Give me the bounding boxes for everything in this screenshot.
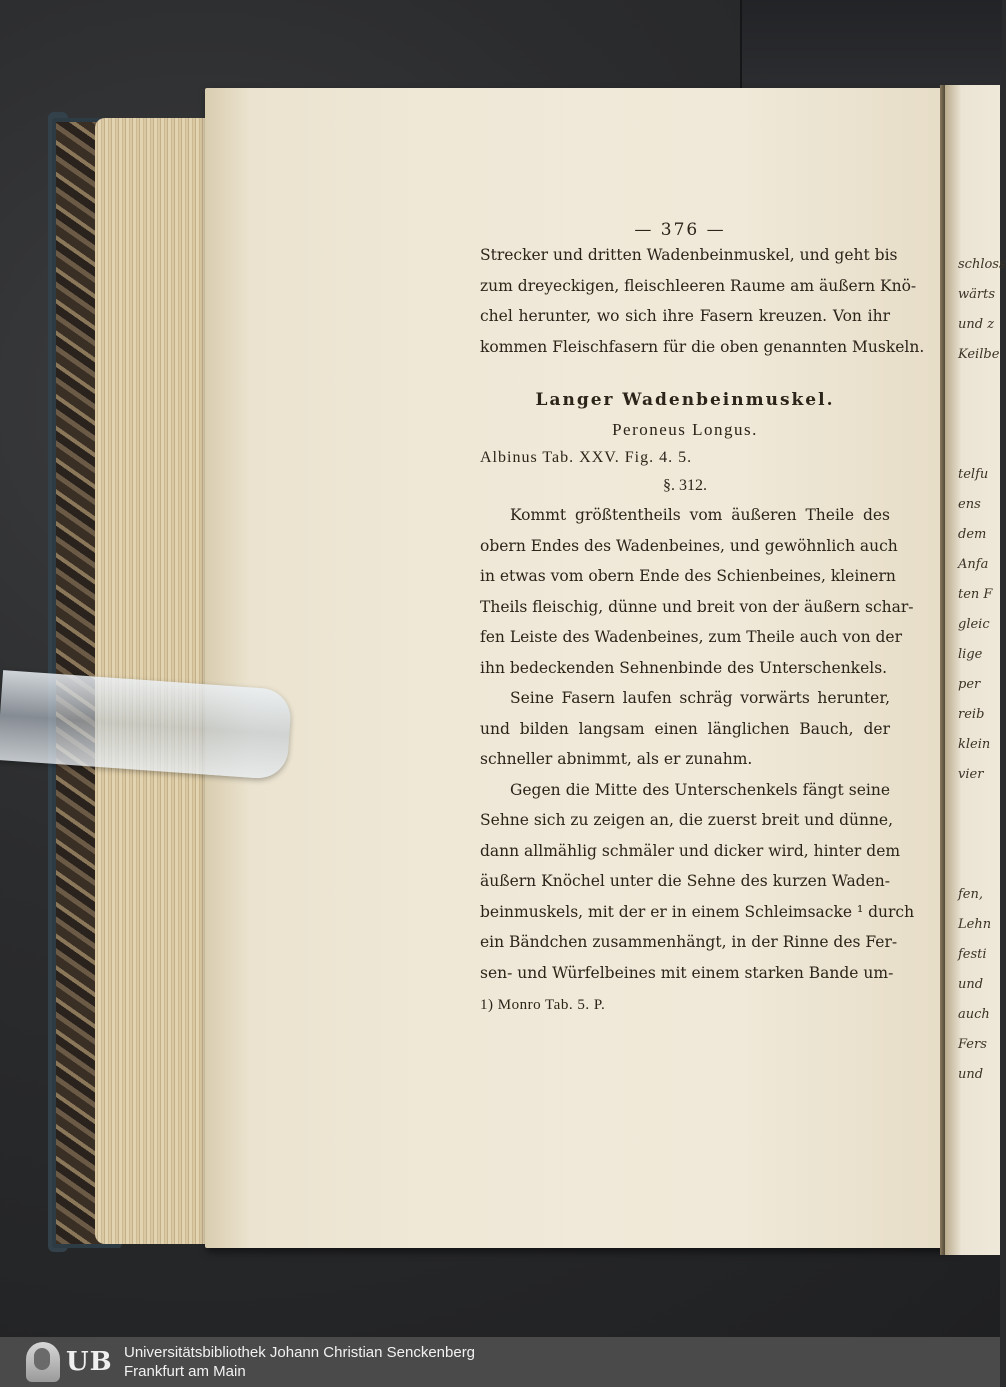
text-line: Sehne sich zu zeigen an, die zuerst breit und dünne, [480,811,894,829]
text-line: äußern Knöchel unter die Sehne des kurzen Waden- [480,872,890,890]
fragment-line: und [958,1067,984,1082]
fragment-line: festi [958,947,987,962]
fragment-line: ten F [958,587,993,602]
fragment-line: reib [958,707,985,722]
text-line: zum dreyeckigen, fleischleeren Raume am äußern Knö- [480,276,917,295]
footer-bar [0,1337,1000,1387]
text-line: obern Endes des Wadenbeines, und gewöhnlich auch [480,536,898,555]
text-line: beinmuskels, mit der er in einem Schleimsacke ¹ durch [480,902,915,921]
text-line: und bilden langsam einen länglichen Bauch, der [480,719,890,738]
leather-strip [740,0,1002,90]
library-name [124,1343,475,1381]
plate-reference: Albinus Tab. XXV. Fig. 4. 5. [480,449,693,466]
library-name-line2: Frankfurt am Main [124,1363,246,1380]
text-line: Kommt größtentheils vom äußeren Theile des [510,506,890,524]
latin-name: Peroneus Longus. [612,420,758,439]
portrait-icon [26,1342,60,1382]
fragment-line: Fers [958,1037,987,1052]
fragment-line: fen, [958,887,984,902]
fragment-line: klein [958,737,991,752]
fragment-gap [958,370,1000,460]
fragment-line: Anfa [958,557,989,572]
facing-page-text [958,250,1006,1090]
fragment-line: lige [958,647,983,662]
text-line: ihn bedeckenden Sehnenbinde des Unterschenkels. [480,658,888,677]
text-line: chel herunter, wo sich ihre Fasern kreuzen. Von ihr [480,307,890,325]
text-line: dann allmählig schmäler und dicker wird, hinter dem [480,841,901,860]
fragment-line: auch [958,1007,990,1022]
fragment-line: gleic [958,617,990,632]
fragment-line: und z [958,317,995,332]
text-line: Theils fleischig, dünne und breit von der äußern schar- [480,597,914,616]
library-logo[interactable] [26,1342,114,1382]
text-line: Strecker und dritten Wadenbeinmuskel, und geht bis [480,246,898,264]
text-line: kommen Fleischfasern für die oben genannten Muskeln. [480,337,925,356]
text-line: ein Bändchen zusammenhängt, in der Rinne des Fer- [480,933,898,951]
fragment-line: wärts [958,287,995,302]
paragraph-number: §. 312. [663,477,707,494]
fragment-line: dem [958,527,987,542]
fragment-line: ens [958,497,981,512]
text-line: schneller abnimmt, als er zunahm. [480,750,753,768]
fragment-line: Keilbe [958,347,1000,362]
fragment-line: per [958,677,981,692]
text-line: fen Leiste des Wadenbeines, zum Theile auch von der [480,628,903,646]
fragment-line: Lehn [958,917,992,932]
fragment-line: telfu [958,467,989,482]
text-line: sen- und Würfelbeines mit einem starken Bande um- [480,963,894,982]
logo-text: UB [66,1347,113,1377]
footnote: 1) Monro Tab. 5. P. [480,997,606,1013]
text-line: Gegen die Mitte des Unterschenkels fängt seine [510,780,890,799]
fragment-line: vier [958,767,984,782]
page-text [480,220,925,1020]
library-name-line1: Universitätsbibliothek Johann Christian Senckenberg [124,1344,476,1361]
fragment-gap [958,790,1000,880]
text-line: in etwas vom obern Ende des Schienbeines, kleinern [480,567,896,585]
fragment-line: schloss [958,257,1006,272]
section-heading: Langer Wadenbeinmuskel. [535,390,835,410]
fragment-line: und [958,977,984,992]
page-number: — 376 — [634,220,726,240]
text-line: Seine Fasern laufen schräg vorwärts herunter, [510,689,890,707]
